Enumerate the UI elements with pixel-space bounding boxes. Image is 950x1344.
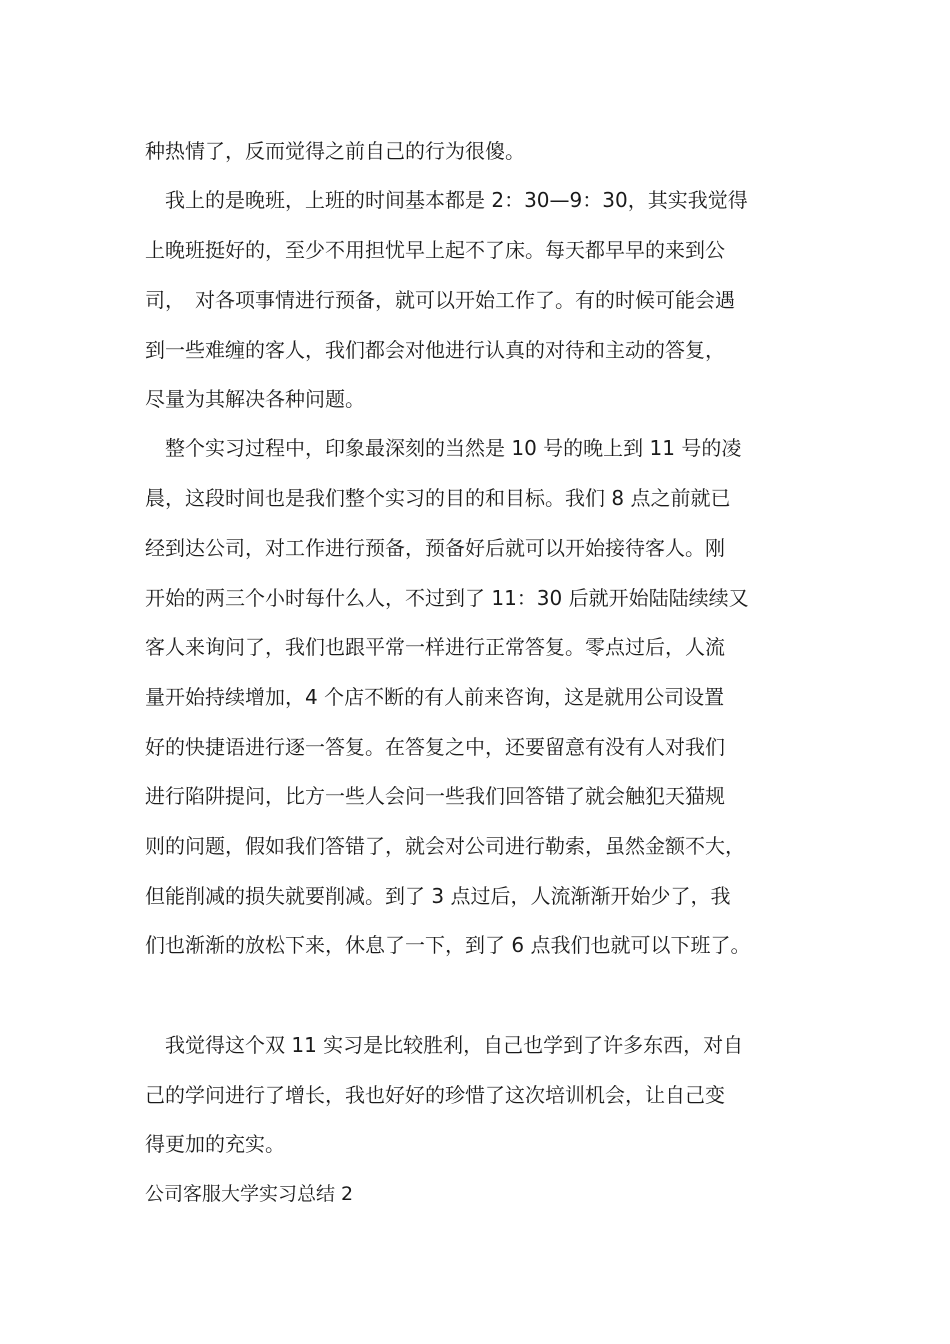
paragraph-line: 客人来询问了，我们也跟平常一样进行正常答复。零点过后，人流 [145,635,725,659]
paragraph-line: 但能削减的损失就要削减。到了 3 点过后，人流渐渐开始少了，我 [145,884,731,908]
paragraph-line: 经到达公司，对工作进行预备，预备好后就可以开始接待客人。刚 [145,536,725,560]
paragraph-line: 晨，这段时间也是我们整个实习的目的和目标。我们 8 点之前就已 [145,486,731,510]
section-heading: 公司客服大学实习总结 2 [145,1183,354,1205]
paragraph-line: 我上的是晚班，上班的时间基本都是 2：30—9：30，其实我觉得 [165,188,748,212]
paragraph-line: 好的快捷语进行逐一答复。在答复之中，还要留意有没有人对我们 [145,735,725,759]
paragraph-line: 整个实习过程中，印象最深刻的当然是 10 号的晚上到 11 号的凌 [165,436,742,460]
paragraph-line: 司， 对各项事情进行预备，就可以开始工作了。有的时候可能会遇 [145,288,735,312]
paragraph-line: 开始的两三个小时每什么人，不过到了 11：30 后就开始陆陆续续又 [145,586,749,610]
paragraph-line: 量开始持续增加，4 个店不断的有人前来咨询，这是就用公司设置 [145,685,725,709]
paragraph-line: 上晚班挺好的，至少不用担忧早上起不了床。每天都早早的来到公 [145,238,725,262]
paragraph-line: 尽量为其解决各种问题。 [145,387,365,411]
paragraph-line: 到一些难缠的客人，我们都会对他进行认真的对待和主动的答复， [145,338,725,362]
paragraph-line: 进行陷阱提问，比方一些人会问一些我们回答错了就会触犯天猫规 [145,784,725,808]
paragraph-line: 己的学问进行了增长，我也好好的珍惜了这次培训机会，让自己变 [145,1083,725,1107]
paragraph-line: 得更加的充实。 [145,1132,285,1156]
paragraph-line: 我觉得这个双 11 实习是比较胜利，自己也学到了许多东西，对自 [165,1033,744,1057]
paragraph-line: 们也渐渐的放松下来，休息了一下，到了 6 点我们也就可以下班了。 [145,933,751,957]
paragraph-line: 则的问题，假如我们答错了，就会对公司进行勒索，虽然金额不大， [145,834,745,858]
paragraph-line: 种热情了，反而觉得之前自己的行为很傻。 [145,139,525,163]
